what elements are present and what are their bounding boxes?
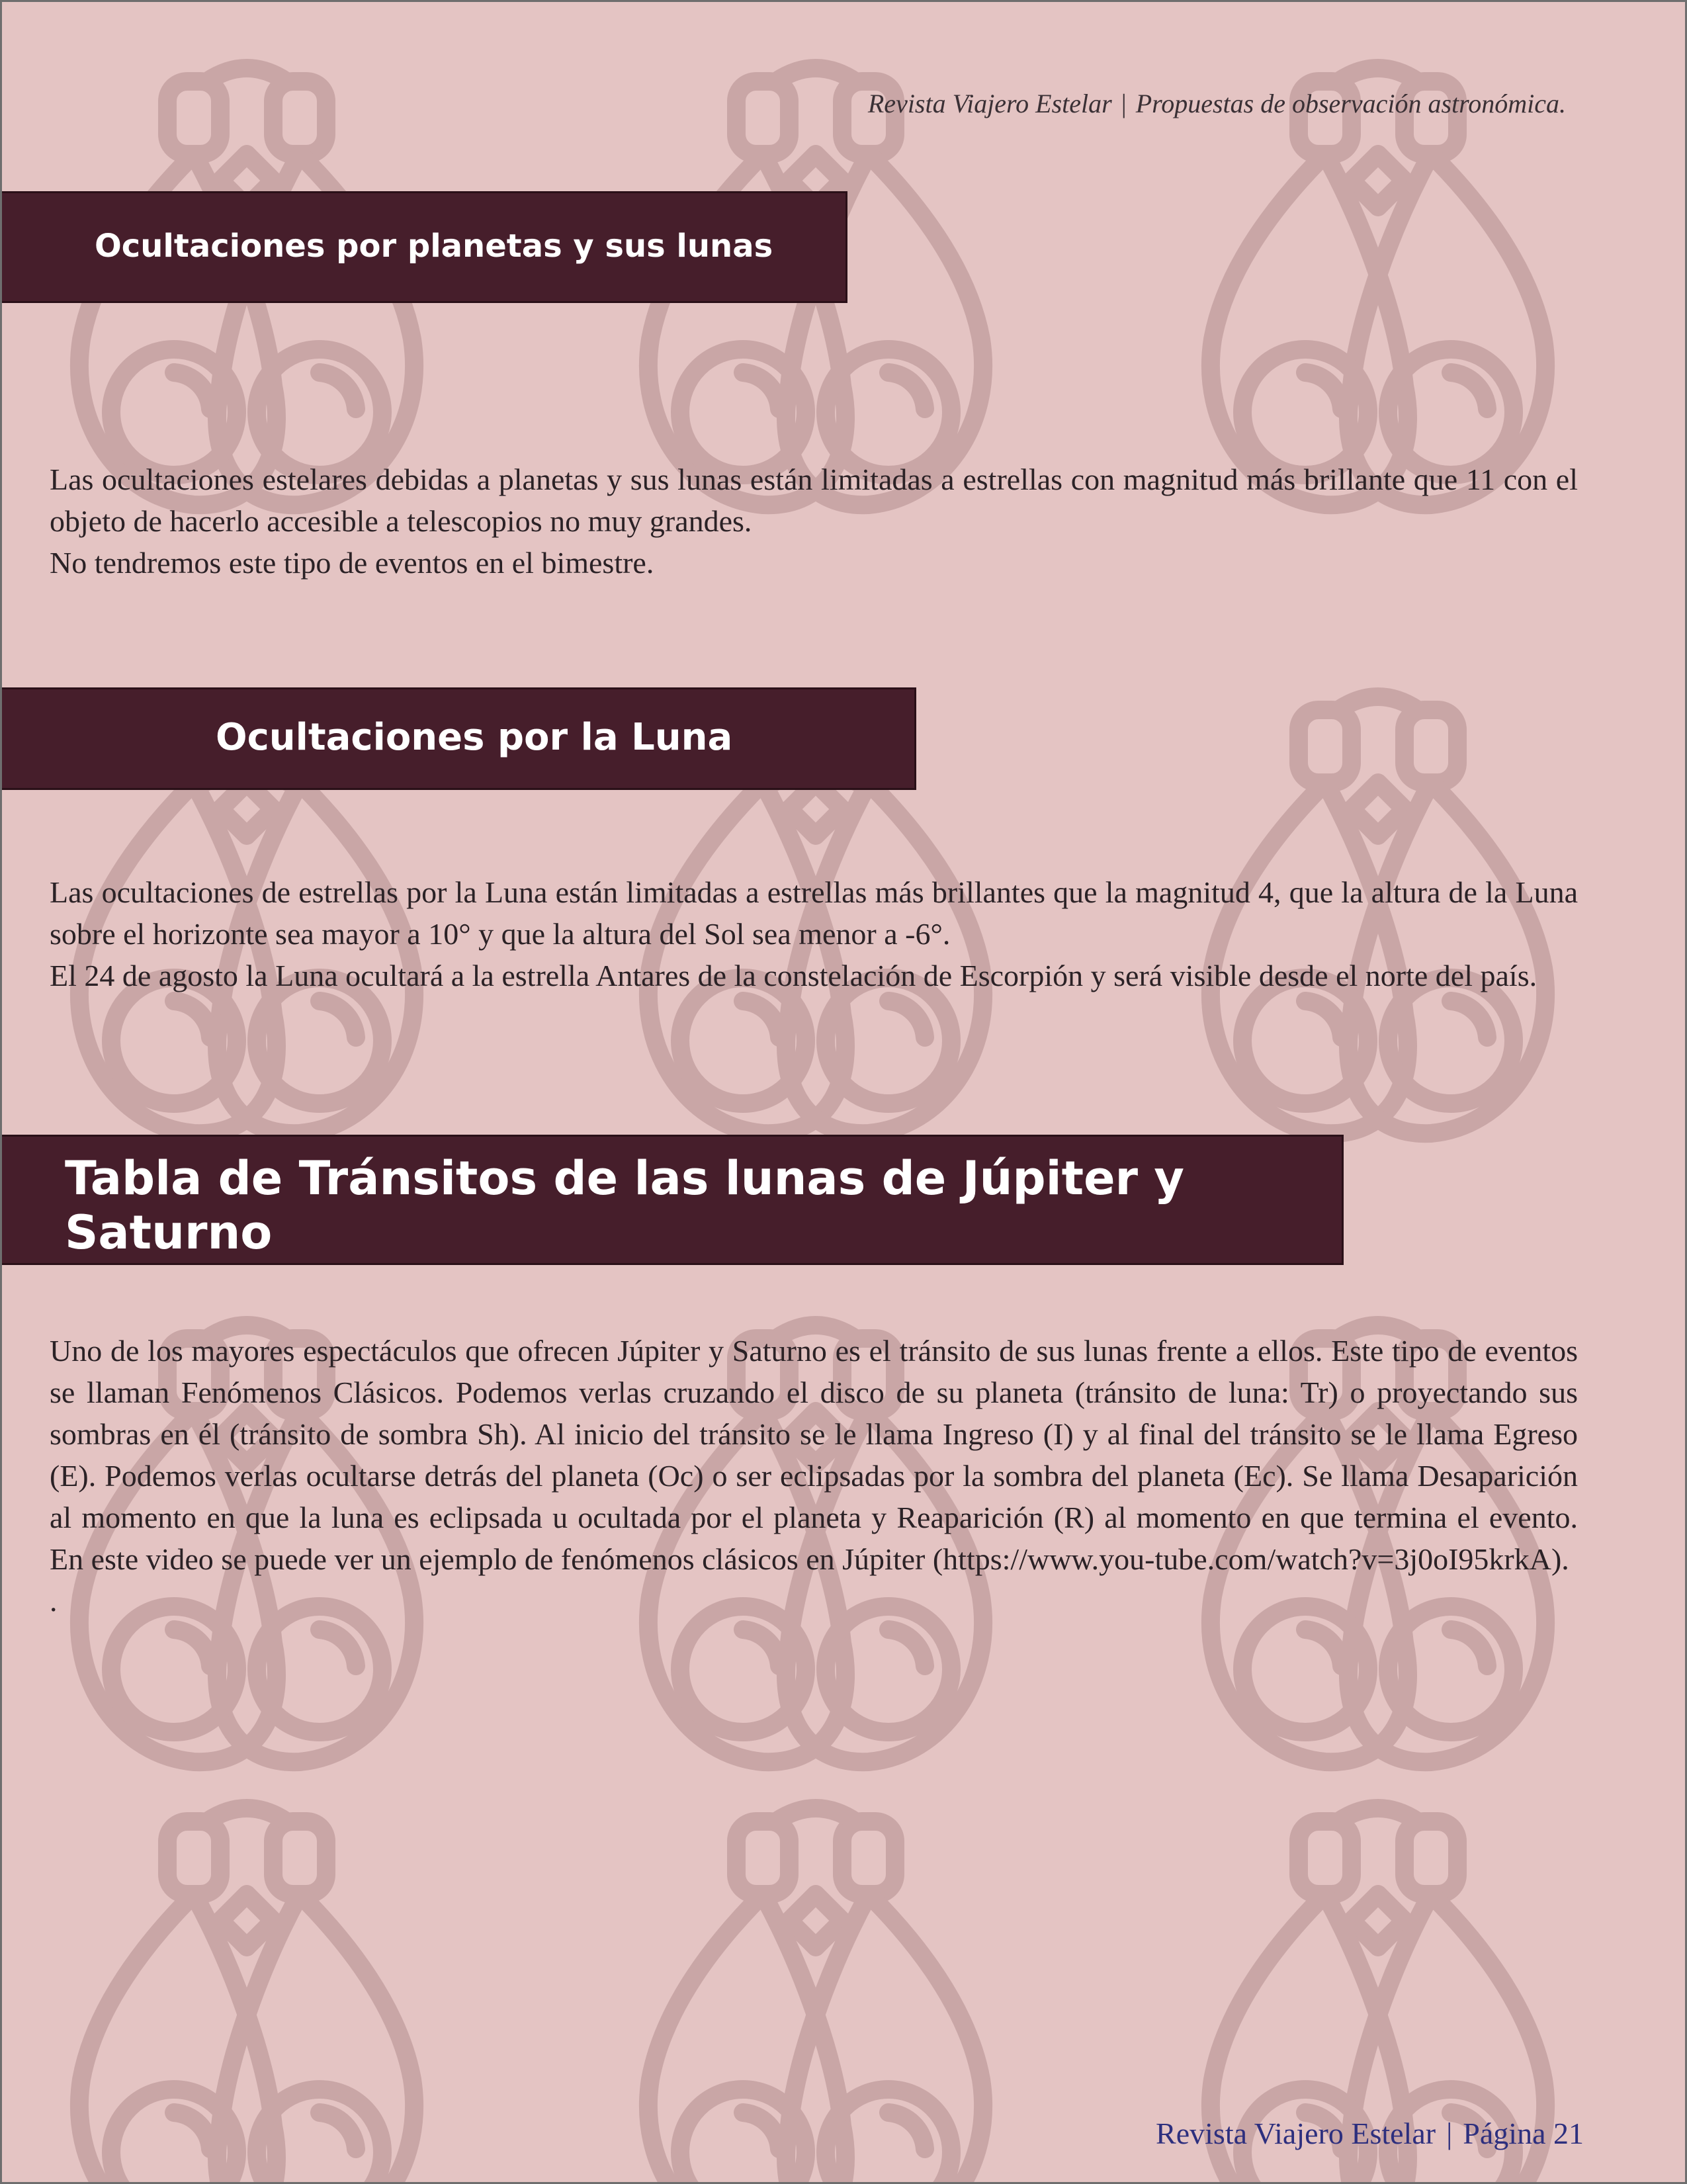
header-magazine-name: Revista Viajero Estelar bbox=[867, 89, 1112, 118]
page-footer bbox=[1156, 2116, 1584, 2151]
footer-magazine-name: Revista Viajero Estelar bbox=[1156, 2117, 1436, 2150]
paragraph: El 24 de agosto la Luna ocultará a la estrella Antares de la constelación de Escorpión y será visible desde el norte del país. bbox=[50, 959, 1537, 992]
section-title: Ocultaciones por la Luna bbox=[216, 716, 733, 759]
paragraph: . bbox=[50, 1584, 58, 1618]
paragraph: Uno de los mayores espectáculos que ofrecen Júpiter y Saturno es el tránsito de sus lunas frente a ellos. Este tipo de eventos se llaman Fenómenos Clásicos. Podemos verlas cruzando el disco de su planeta (tránsito de luna: Tr) o proyectando sus sombras en él (tránsito de sombra Sh). Al inicio del tránsito se le llama Ingreso (I) y al final del tránsito se le llama Egreso (E). Podemos verlas ocultarse detrás del planeta (Oc) o ser eclipsadas por la sombra del planeta (Ec). Se llama Desaparición al momento en que la luna es eclipsada u ocultada por el planeta y Reaparición (R) al momento en que termina el evento. bbox=[50, 1334, 1578, 1534]
header-section-name: Propuestas de observación astronómica. bbox=[1135, 89, 1566, 118]
paragraph: Las ocultaciones estelares debidas a planetas y sus lunas están limitadas a estrellas con magnitud más brillante que 11 con el objeto de hacerlo accesible a telescopios no muy grandes. bbox=[50, 462, 1578, 538]
section-title: Ocultaciones por planetas y sus lunas bbox=[95, 228, 773, 265]
section-heading-band bbox=[2, 687, 916, 790]
running-header bbox=[868, 88, 1566, 119]
section-heading-band bbox=[2, 1135, 1344, 1265]
paragraph: No tendremos este tipo de eventos en el bimestre. bbox=[50, 546, 654, 580]
section-body bbox=[50, 1330, 1578, 1622]
paragraph: Las ocultaciones de estrellas por la Luna están limitadas a estrellas más brillantes que la magnitud 4, que la altura de la Luna sobre el horizonte sea mayor a 10° y que la altura del Sol sea menor a -6°. bbox=[50, 875, 1578, 951]
section-title: Tabla de Tránsitos de las lunas de Júpiter y Saturno bbox=[65, 1151, 1185, 1260]
header-separator: | bbox=[1121, 89, 1127, 118]
section-heading-band bbox=[2, 191, 847, 303]
paragraph: En este video se puede ver un ejemplo de fenómenos clásicos en Júpiter (https://www.you-tube.com/watch?v=3j0oI95krkA). bbox=[50, 1542, 1569, 1576]
section-body bbox=[50, 871, 1578, 996]
section-body bbox=[50, 459, 1578, 584]
page-number: Página 21 bbox=[1463, 2117, 1584, 2150]
footer-separator: | bbox=[1446, 2117, 1453, 2150]
binoculars-watermark-pattern bbox=[2, 2, 1687, 2184]
